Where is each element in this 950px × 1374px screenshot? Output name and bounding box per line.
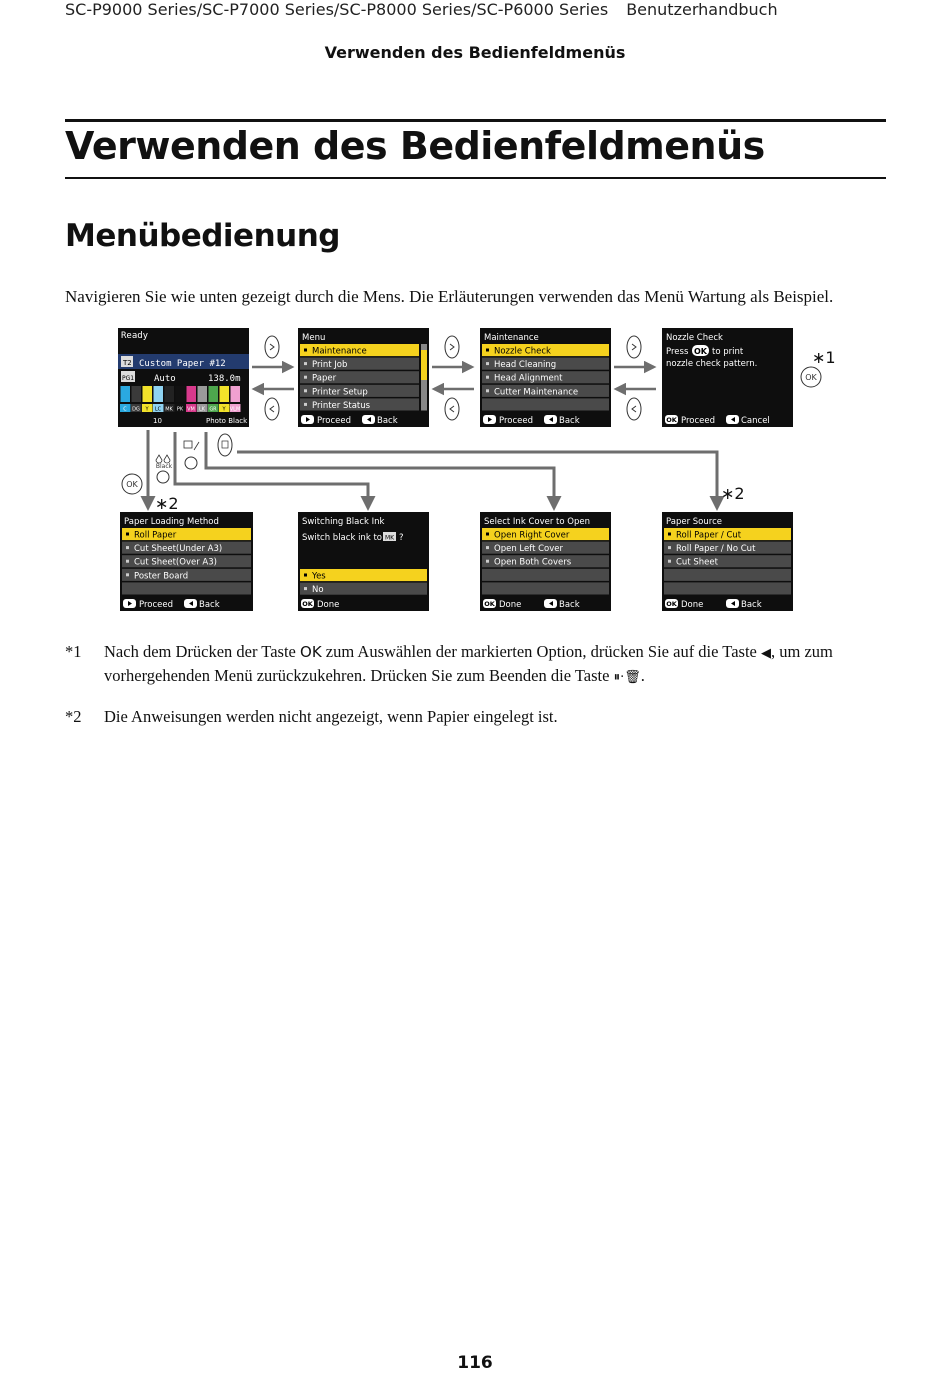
ink-bar bbox=[132, 386, 142, 402]
ink-label: MK bbox=[165, 406, 173, 413]
menu-row-label: Roll Paper / Cut bbox=[676, 530, 742, 541]
home-count: 10 bbox=[153, 417, 162, 425]
ok-icon: OK bbox=[666, 600, 677, 608]
home-length: 138.0m bbox=[208, 374, 241, 384]
footnote-2-text: Die Anweisungen werden nicht angezeigt, wenn Papier eingelegt ist. bbox=[104, 707, 558, 726]
left-arrow-icon: ◀ bbox=[761, 646, 772, 661]
menu-row-label: Roll Paper bbox=[134, 530, 177, 541]
panel-title: Paper Source bbox=[666, 517, 722, 527]
panel-prompt: Switch black ink to bbox=[302, 533, 382, 543]
panel-select-ink-cover-to-open bbox=[480, 512, 611, 611]
svg-text:OK: OK bbox=[805, 373, 817, 382]
footer-left-label: Done bbox=[681, 600, 704, 610]
svg-text:OK: OK bbox=[126, 480, 138, 489]
ink-label: GR bbox=[209, 406, 217, 413]
menu-row-label: Printer Setup bbox=[312, 387, 368, 398]
footnote-2-mark: *2 bbox=[65, 707, 82, 726]
home-paper: Custom Paper #12 bbox=[139, 359, 226, 369]
footer-right-label: Back bbox=[199, 600, 220, 610]
panel-nozzle-check bbox=[662, 328, 793, 427]
cover-button-icon bbox=[218, 434, 232, 456]
footer-left-label: Proceed bbox=[499, 416, 534, 426]
panel-maintenance bbox=[480, 328, 611, 427]
home-tray: T2 bbox=[123, 359, 132, 367]
title-rule-bottom bbox=[65, 177, 886, 179]
panel-title: Menu bbox=[302, 333, 326, 343]
empty-row bbox=[482, 398, 609, 410]
ink-tag: MK bbox=[384, 534, 395, 542]
footnote-1-mark: *1 bbox=[65, 642, 82, 661]
ink-bar bbox=[231, 386, 241, 402]
footer-left-label: Proceed bbox=[139, 600, 174, 610]
home-source: PG1 bbox=[122, 375, 135, 382]
black-ink-button-icon bbox=[156, 455, 173, 483]
ink-level-bars bbox=[121, 386, 241, 402]
footer-right-label: Back bbox=[559, 416, 580, 426]
home-screen bbox=[118, 328, 249, 427]
paper-load-button-icon bbox=[184, 441, 199, 469]
empty-row bbox=[664, 582, 791, 594]
menu-row-label: Open Both Covers bbox=[494, 557, 572, 568]
manual-title: Benutzerhandbuch bbox=[626, 0, 778, 19]
ink-label: DG bbox=[132, 406, 140, 413]
ok-icon: OK bbox=[694, 347, 707, 356]
product-series: SC-P9000 Series/SC-P7000 Series/SC-P8000 Series/SC-P6000 Series bbox=[65, 0, 609, 19]
ink-label: Y bbox=[145, 406, 149, 413]
menu-row-label: Poster Board bbox=[134, 571, 189, 582]
ink-bar bbox=[198, 386, 208, 402]
menu-row-label: Roll Paper / No Cut bbox=[676, 544, 756, 555]
empty-row bbox=[482, 569, 609, 581]
footer-left-label: Done bbox=[499, 600, 522, 610]
footnote-mark-1: ∗1 bbox=[812, 348, 836, 367]
menu-row-label: Cut Sheet(Under A3) bbox=[134, 544, 223, 555]
pause-cancel-icon: ⏸·🗑 bbox=[613, 670, 641, 685]
panel-paper-loading-method bbox=[120, 512, 253, 611]
ok-key-label: OK bbox=[300, 643, 322, 661]
panel-title: Maintenance bbox=[484, 333, 539, 343]
ink-bar bbox=[154, 386, 164, 402]
ink-bar bbox=[121, 386, 131, 402]
ok-icon: OK bbox=[666, 416, 677, 424]
menu-row-label: Open Right Cover bbox=[494, 530, 570, 541]
menu-row-label: Cut Sheet bbox=[676, 557, 718, 568]
menu-row-label: Cut Sheet(Over A3) bbox=[134, 557, 217, 568]
panel-title: Select Ink Cover to Open bbox=[484, 517, 590, 527]
ink-bar bbox=[165, 386, 175, 402]
panel-title: Paper Loading Method bbox=[124, 517, 219, 527]
ink-label: Y bbox=[222, 406, 226, 413]
ink-labels bbox=[120, 404, 241, 413]
empty-row bbox=[664, 569, 791, 581]
section-title: Menübedienung bbox=[65, 218, 340, 254]
menu-row-label: Printer Status bbox=[312, 400, 371, 411]
footnote-2 bbox=[65, 706, 885, 728]
ink-bar bbox=[176, 386, 186, 402]
footer-right-label: Back bbox=[377, 416, 398, 426]
home-mode: Auto bbox=[154, 374, 176, 384]
ink-bar bbox=[143, 386, 153, 402]
menu-row-label: Head Alignment bbox=[494, 373, 563, 384]
panel-switching-black-ink bbox=[298, 512, 429, 611]
page-title: Verwenden des Bedienfeldmenüs bbox=[65, 124, 765, 168]
menu-row-label: Cutter Maintenance bbox=[494, 387, 579, 398]
page-number: 116 bbox=[457, 1353, 493, 1373]
panel-text: nozzle check pattern. bbox=[666, 359, 758, 369]
title-rule-top bbox=[65, 119, 886, 122]
panel-text: Press bbox=[666, 347, 689, 357]
footnote-1 bbox=[65, 641, 885, 689]
panel-prompt-end: ? bbox=[399, 533, 404, 543]
menu-row-label: Open Left Cover bbox=[494, 544, 563, 555]
section-header: Verwenden des Bedienfeldmenüs bbox=[324, 43, 626, 62]
empty-row bbox=[122, 582, 251, 594]
panel-paper-source bbox=[662, 512, 793, 611]
menu-row-label: Nozzle Check bbox=[494, 346, 551, 357]
ink-label: C bbox=[123, 406, 127, 413]
ok-icon: OK bbox=[302, 600, 313, 608]
running-header bbox=[65, 0, 778, 19]
menu-row-label: Head Cleaning bbox=[494, 360, 557, 371]
menu-row-label: Print Job bbox=[312, 360, 348, 371]
home-status: Ready bbox=[121, 331, 149, 341]
panel-title: Nozzle Check bbox=[666, 333, 723, 343]
footnote-1-text: Nach dem Drücken der Taste OK zum Auswählen der markierten Option, drücken Sie auf die Taste ◀, um zum vorhergehenden Menü zurückzukehren. Drücken Sie zum Beenden die Taste ⏸·🗑. bbox=[104, 642, 833, 685]
panel-menu bbox=[298, 328, 429, 427]
menu-navigation-diagram bbox=[100, 322, 860, 617]
ink-label: PK bbox=[176, 406, 184, 413]
home-black-ink: Photo Black bbox=[206, 417, 248, 425]
scrollbar-thumb[interactable] bbox=[421, 350, 427, 380]
connector-arrows bbox=[148, 430, 717, 508]
ink-label: VLM bbox=[229, 406, 241, 413]
svg-text:Black: Black bbox=[155, 463, 173, 470]
ink-bar bbox=[209, 386, 219, 402]
footer-left-label: Done bbox=[317, 600, 340, 610]
ok-button-icon-lower bbox=[122, 474, 142, 494]
menu-row-label: Maintenance bbox=[312, 346, 367, 357]
footer-right-label: Back bbox=[559, 600, 580, 610]
ink-bar bbox=[220, 386, 230, 402]
ink-bar bbox=[187, 386, 197, 402]
ok-button-icon bbox=[801, 367, 821, 387]
ink-label: LK bbox=[198, 406, 206, 413]
footer-right-label: Cancel bbox=[741, 416, 770, 426]
menu-row-label: No bbox=[312, 585, 324, 596]
empty-row bbox=[482, 582, 609, 594]
intro-paragraph: Navigieren Sie wie unten gezeigt durch die Mens. Die Erläuterungen verwenden das Menü Wartung als Beispiel. bbox=[65, 287, 834, 306]
panel-title: Switching Black Ink bbox=[302, 517, 385, 527]
footer-left-label: Proceed bbox=[317, 416, 352, 426]
menu-row-label: Yes bbox=[312, 571, 326, 582]
footnote-mark-2-left: ∗2 bbox=[155, 494, 179, 513]
ink-label: LC bbox=[154, 406, 162, 413]
panel-text: to print bbox=[712, 347, 744, 357]
footer-left-label: Proceed bbox=[681, 416, 716, 426]
footer-right-label: Back bbox=[741, 600, 762, 610]
ink-label: VM bbox=[187, 406, 195, 413]
footnote-mark-2-right: ∗2 bbox=[721, 484, 745, 503]
ok-icon: OK bbox=[484, 600, 495, 608]
menu-row-label: Paper bbox=[312, 373, 337, 384]
